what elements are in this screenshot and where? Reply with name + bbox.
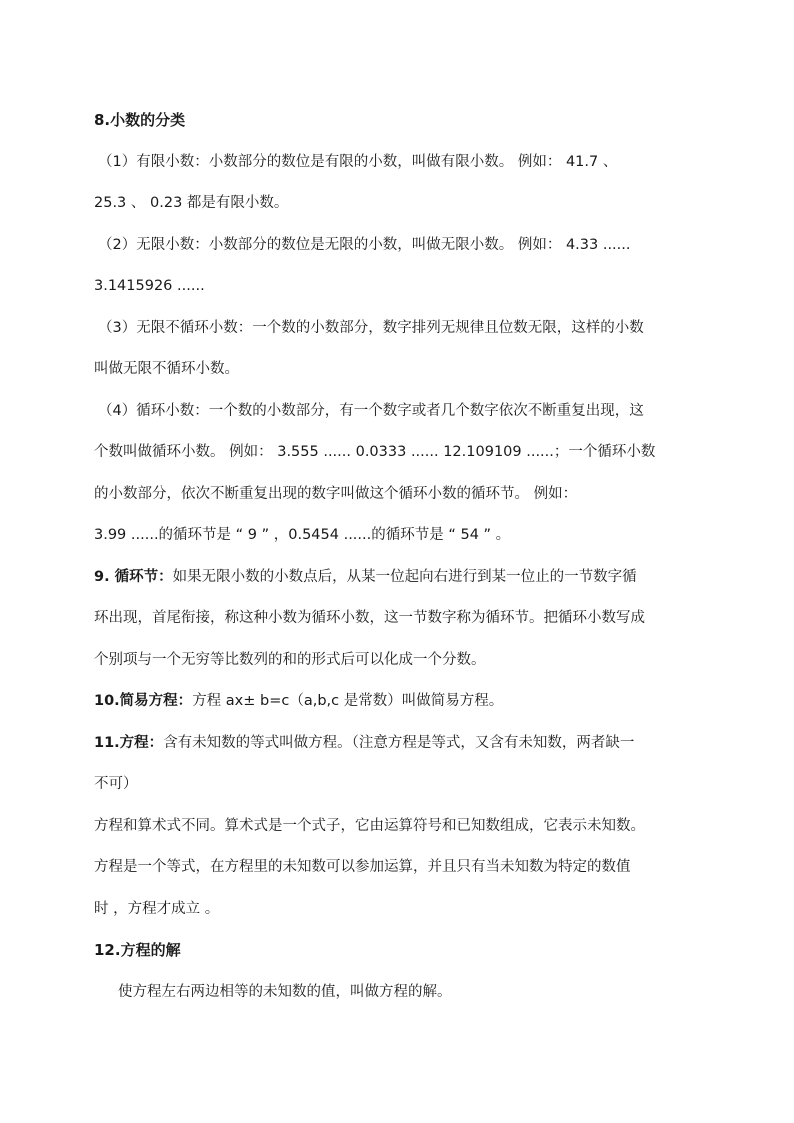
section-8-p2-line1: （2）无限小数：小数部分的数位是无限的小数，叫做无限小数。 例如： 4.33 ......: [98, 236, 631, 253]
section-8-title: 8.小数的分类: [94, 111, 186, 129]
section-9-text: 如果无限小数的小数点后，从某一位起向右进行到某一位止的一节数字循: [172, 568, 637, 585]
section-8-p4-line3: 的小数部分，依次不断重复出现的数字叫做这个循环小数的循环节。 例如：: [94, 485, 578, 502]
section-9-line1: [94, 557, 714, 599]
section-11-text: 含有未知数的等式叫做方程。（注意方程是等式，又含有未知数，两者缺一: [163, 734, 635, 751]
section-11-line2: 不可）: [94, 776, 138, 792]
section-12-title: 12.方程的解: [94, 941, 181, 959]
section-8-p1-line1: （1）有限小数：小数部分的数位是有限的小数，叫做有限小数。 例如： 41.7 、: [98, 153, 618, 170]
section-11-line5: 时 ，方程才成立 。: [94, 900, 220, 917]
section-8-p4-line1: （4）循环小数：一个数的小数部分，有一个数字或者几个数字依次不断重复出现，这: [98, 402, 644, 419]
section-8-p4-line4: 3.99 ......的循环节是 “ 9 ” ，0.5454 ......的循环节是 “ 54 ” 。: [94, 527, 511, 543]
section-11-line3: 方程和算术式不同。算术式是一个式子，它由运算符号和已知数组成，它表示未知数。: [94, 817, 645, 834]
section-11-term: 11.方程：: [94, 734, 164, 751]
section-9-term: 9. 循环节：: [94, 568, 173, 585]
section-10-text: 方程 ax± b=c（a,b,c 是常数）叫做简易方程。: [192, 693, 504, 709]
section-8-p4-line2: 个数叫做循环小数。 例如： 3.555 ...... 0.0333 ...... 12.109109 ......；一个循环小数: [94, 444, 656, 460]
section-8-p3-line2: 叫做无限不循环小数。: [94, 361, 239, 377]
section-8-p3-line1: （3）无限不循环小数：一个数的小数部分，数字排列无规律且位数无限，这样的小数: [98, 319, 644, 336]
section-9-line3: 个别项与一个无穷等比数列的和的形式后可以化成一个分数。: [94, 651, 486, 668]
section-8-p1-line2: 25.3 、 0.23 都是有限小数。: [94, 195, 289, 211]
section-11-line1: [94, 723, 714, 765]
section-10-term: 10.简易方程：: [94, 693, 193, 709]
document-content: [94, 100, 714, 1013]
section-8-p2-line2: 3.1415926 ......: [94, 278, 205, 294]
section-10-line1: [94, 681, 714, 723]
section-12-line1: 使方程左右两边相等的未知数的值，叫做方程的解。: [118, 983, 452, 1000]
section-11-line4: 方程是一个等式，在方程里的未知数可以参加运算，并且只有当未知数为特定的数值: [94, 859, 631, 875]
section-9-line2: 环出现，首尾衔接，称这种小数为循环小数，这一节数字称为循环节。把循环小数写成: [94, 610, 645, 626]
